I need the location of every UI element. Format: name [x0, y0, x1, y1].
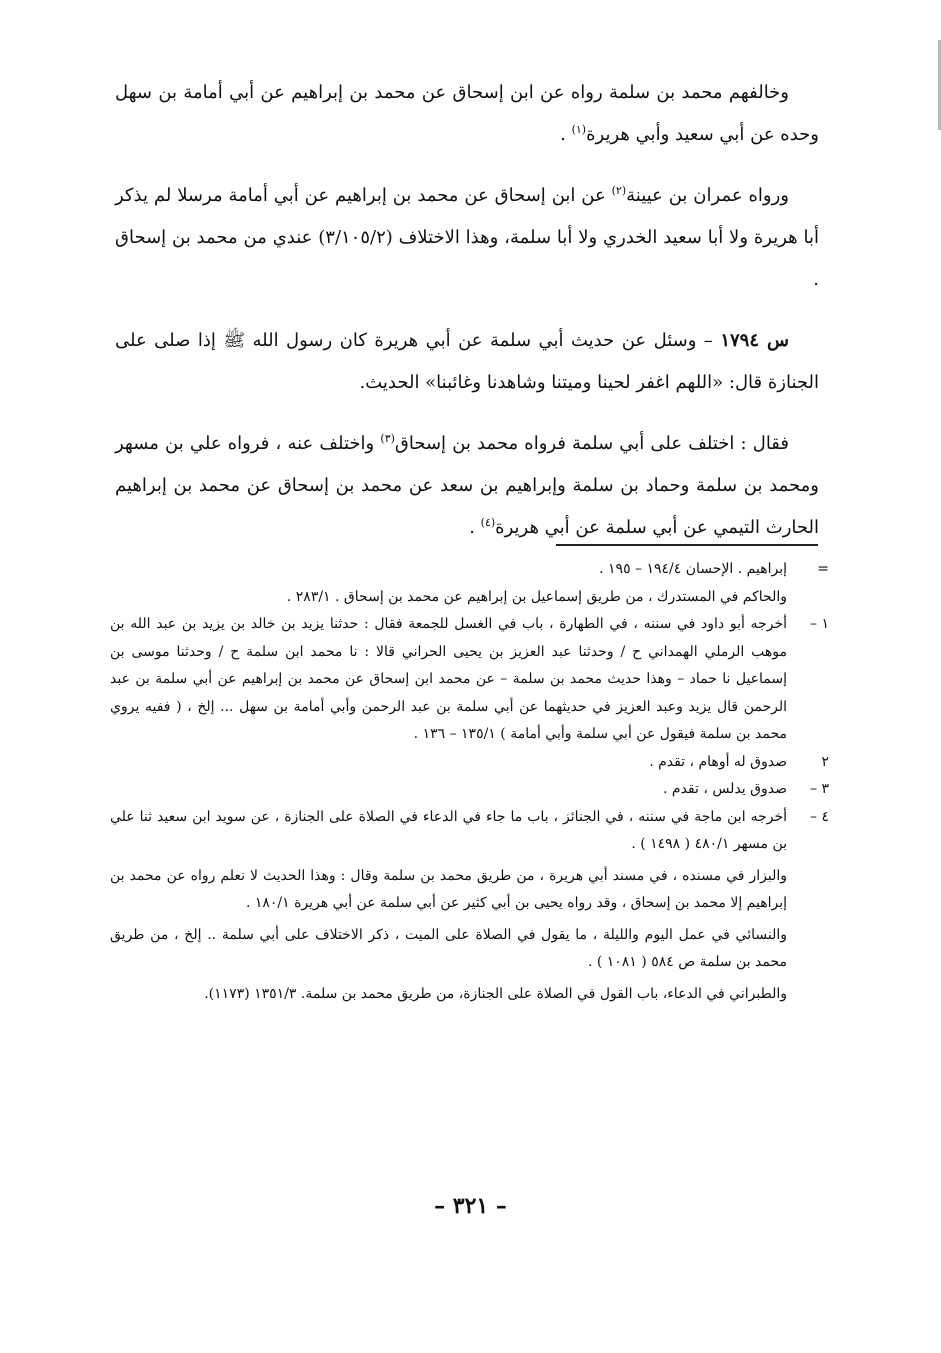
footnote-ref-1: (١)	[571, 123, 587, 136]
footnote-ref-3: (٣)	[380, 432, 395, 445]
footnote-1: ١ – أخرجه أبو داود في سننه ، في الطهارة ، باب في الغسل للجمعة فقال : حدثنا يزيد بن خالد بن يزيد بن عبد الله بن موهب الرملي الهمداني ح / وحدثنا عبد العزيز بن يحيى الحراني قالا : نا محمد ابن سلمة ح / وحدثنا موسى بن إسماعيل نا حماد – وهذا حديث محمد بن سلمة – عن محمد ابن إسحاق عن محمد بن إبراهيم عن أبي سلمة بن عبد الرحمن قال يزيد وعبد العزيز في حديثهما عن أبي سلمة بن عبد الرحمن وأبي أمامة بن سهل ... إلخ ، ( ففيه يروي محمد بن سلمة فيقول عن أبي سلمة وأبي أمامة ) ١٣٥/١ – ١٣٦ .	[110, 616, 829, 742]
paragraph-2: ورواه عمران بن عيينة$^{(٢)}$ عن ابن إسحاق عن محمد بن إبراهيم عن أبي أمامة مرسلا لم يذكر أبا هريرة ولا أبا سعيد الخدري ولا أبا سلمة، وهذا الاختلاف (٣/١٠٥/٢) عندي من محمد بن إسحاق .	[115, 184, 819, 290]
question-number: س ١٧٩٤	[720, 330, 789, 351]
footnote-4: ٤ – أخرجه ابن ماجة في سننه ، في الجنائز ، باب ما جاء في الدعاء في الصلاة على الجنازة ، عن سويد ابن سعيد ثنا علي بن مسهر ٤٨٠/١ ( ١٤٩٨ ) . والبزار في مسنده ، في مسند أبي هريرة ، من طريق محمد بن سلمة وقال : وهذا الحديث لا نعلم رواه عن محمد بن إبراهيم إلا محمد بن إسحاق ، وقد رواه يحيى بن أبي كثير عن أبي سلمة عن أبي هريرة ١٨٠/١ . والنسائي في عمل اليوم والليلة ، ما يقول في الصلاة على الميت ، ذكر الاختلاف على أبي سلمة .. إلخ ، من طريق محمد بن سلمة ص ٥٨٤ ( ١٠٨١ ) . والطبراني في الدعاء، باب القول في الصلاة على الجنازة، من طريق محمد بن سلمة. ١٣٥١/٣ (١١٧٣).	[110, 804, 829, 1009]
footnote-separator	[556, 544, 818, 546]
footnotes	[110, 556, 829, 1008]
footnote-continuation: = إبراهيم . الإحسان ١٩٤/٤ – ١٩٥ . والحاكم في المستدرك ، من طريق إسماعيل بن إبراهيم عن محمد بن إسحاق . ٢٨٣/١ .	[286, 561, 829, 605]
paragraph-4: فقال : اختلف على أبي سلمة فرواه محمد بن إسحاق$^{(٣)}$ واختلف عنه ، فرواه علي بن مسهر ومحمد بن سلمة وحماد بن سلمة وإبراهيم بن سعد عن محمد بن إسحاق عن محمد بن إبراهيم الحارث التيمي عن أبي سلمة عن أبي هريرة$^{(٤)}$ .	[115, 432, 819, 538]
footnote-ref-2: (٢)	[611, 184, 627, 197]
footnote-2: ٢ صدوق له أوهام ، تقدم .	[649, 753, 829, 770]
footnote-4-bazzar: والبزار في مسنده ، في مسند أبي هريرة ، من طريق محمد بن سلمة وقال : وهذا الحديث لا نعلم رواه عن محمد بن إبراهيم إلا محمد بن إسحاق ، وقد رواه يحيى بن أبي كثير عن أبي سلمة عن أبي هريرة ١٨٠/١ .	[110, 867, 787, 911]
footnote-4-tabarani: والطبراني في الدعاء، باب القول في الصلاة على الجنازة، من طريق محمد بن سلمة. ١٣٥١/٣ (١١٧٣).	[204, 985, 787, 1002]
footnote-ref-4: (٤)	[480, 516, 496, 529]
footnote-3: ٣ – صدوق يدلس ، تقدم .	[663, 781, 829, 797]
footnote-4-nasai: والنسائي في عمل اليوم والليلة ، ما يقول في الصلاة على الميت ، ذكر الاختلاف على أبي سلمة .. إلخ ، من طريق محمد بن سلمة ص ٥٨٤ ( ١٠٨١ ) .	[110, 926, 787, 970]
paragraph-1: وخالفهم محمد بن سلمة رواه عن ابن إسحاق عن محمد بن إبراهيم عن أبي أمامة بن سهل وحده عن أبي سعيد وأبي هريرة$^{(١)}$ .	[115, 82, 819, 145]
main-text	[115, 72, 819, 568]
question-paragraph: س ١٧٩٤ – وسئل عن حديث أبي سلمة عن أبي هريرة كان رسول الله ﷺ إذا صلى على الجنازة قال: «اللهم اغفر لحينا وميتنا وشاهدنا وغائبنا» الحديث.	[115, 330, 819, 393]
page-number: – ٣٢١ –	[434, 1193, 507, 1219]
